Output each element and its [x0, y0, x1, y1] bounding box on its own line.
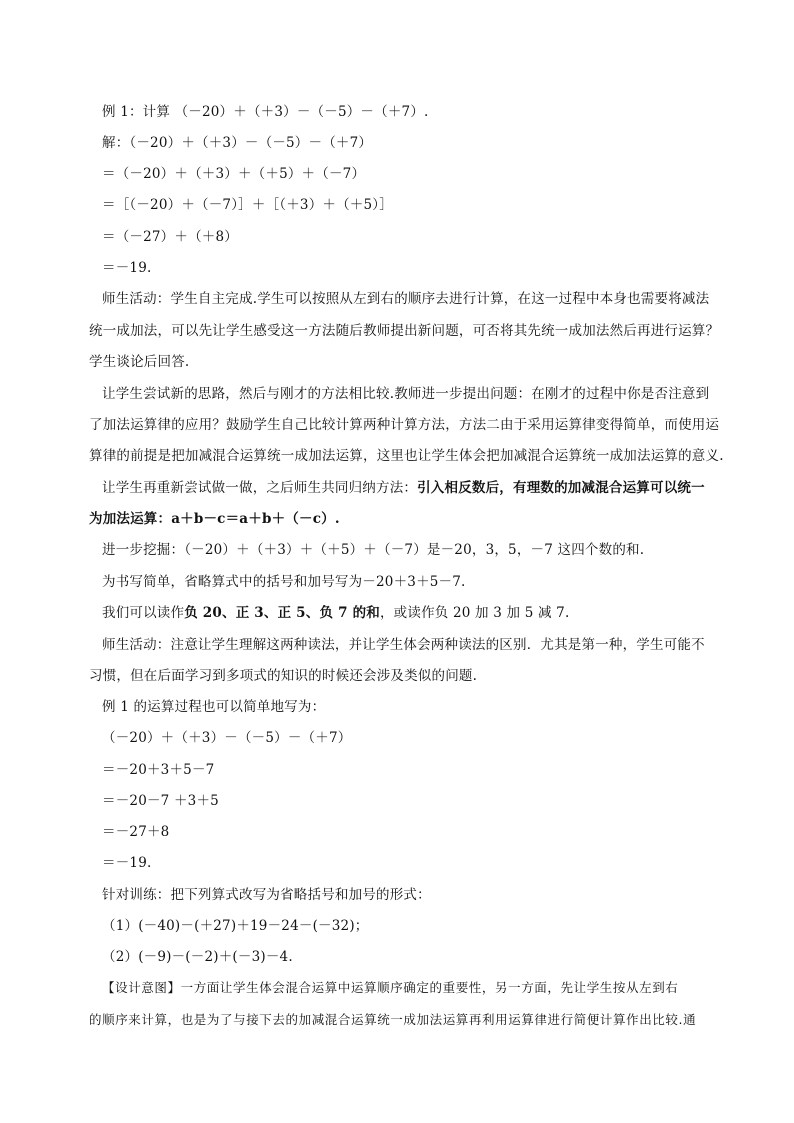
- paragraph-text: 让学生再重新尝试做一做，之后师生共同归纳方法：: [102, 480, 418, 496]
- calc-step: ＝－19.: [102, 855, 152, 871]
- paragraph-line: 为书写简单，省略算式中的括号和加号写为－20＋3＋5－7.: [102, 574, 466, 590]
- paragraph-line: 学生谈论后回答.: [89, 354, 190, 370]
- design-intent-line: 的顺序来计算，也是为了与接下去的加减混合运算统一成加法运算再利用运算律进行简便计算作出比较.通: [89, 1012, 697, 1027]
- solution-step-5: ＝－19.: [102, 260, 152, 276]
- paragraph-line: 算律的前提是把加减混合运算统一成加法运算，这里也让学生体会把加减混合运算统一成加法运算的意义.: [89, 448, 724, 464]
- paragraph-line: [102, 603, 569, 623]
- practice-heading: 针对训练：把下列算式改写为省略括号和加号的形式：: [102, 887, 431, 903]
- paragraph-line: [102, 478, 705, 498]
- calc-step: ＝－20－7 ＋3＋5: [102, 793, 219, 809]
- paragraph-line: 进一步挖掘：（－20）＋（＋3）＋（＋5）＋（－7）是－20，3，5，－7 这四个数的和.: [102, 542, 645, 558]
- paragraph-text: 我们可以读作: [102, 605, 185, 621]
- reading-bold: 负 20、正 3、正 5、负 7 的和: [184, 605, 380, 621]
- paragraph-line: 师生活动：注意让学生理解这两种读法，并让学生体会两种读法的区别．尤其是第一种，学生可能不: [102, 637, 705, 653]
- calc-step: （－20）＋（＋3）－（－5）－（＋7）: [102, 730, 352, 746]
- paragraph-line: 了加法运算律的应用？鼓励学生自己比较计算两种计算方法，方法二由于采用运算律变得简单，而使用运: [89, 417, 720, 433]
- design-intent-line: 【设计意图】一方面让学生体会混合运算中运算顺序确定的重要性，另一方面，先让学生按从左到右: [102, 980, 679, 995]
- paragraph-line: 让学生尝试新的思路，然后与刚才的方法相比较.教师进一步提出问题：在刚才的过程中你是否注意到: [102, 386, 710, 402]
- example-1-problem: 例 1：计算 （－20）＋（＋3）－（－5）－（＋7）.: [102, 104, 429, 120]
- conclusion-formula: 为加法运算：a＋b－c＝a＋b＋（－c）.: [89, 511, 340, 527]
- calc-step: ＝－20＋3＋5－7: [102, 762, 215, 778]
- solution-step-3: ＝［（－20）＋（－7）］＋［（＋3）＋（＋5）］: [102, 197, 393, 213]
- solution-step-4: ＝（－27）＋（＋8）: [102, 229, 238, 245]
- solution-step-1: 解：（－20）＋（＋3）－（－5）－（＋7）: [102, 135, 373, 151]
- calc-step: ＝－27＋8: [102, 824, 170, 840]
- practice-item-1: （1）(－40)－(＋27)＋19－24－(－32)；: [102, 918, 369, 934]
- conclusion-text: 引入相反数后，有理数的加减混合运算可以统一: [417, 480, 705, 496]
- solution-step-2: ＝（－20）＋（＋3）＋（＋5）＋（－7）: [102, 166, 366, 182]
- paragraph-line: 师生活动：学生自主完成.学生可以按照从左到右的顺序去进行计算，在这一过程中本身也需要将减法: [102, 291, 710, 307]
- paragraph-line: 统一成加法，可以先让学生感受这一方法随后教师提出新问题，可否将其先统一成加法然后再进行运算？: [89, 323, 720, 339]
- paragraph-line: 习惯，但在后面学习到多项式的知识的时候还会涉及类似的问题.: [89, 668, 478, 684]
- paragraph-text: ，或读作负 20 加 3 加 5 减 7.: [379, 605, 570, 621]
- practice-item-2: （2）(－9)－(－2)＋(－3)－4.: [102, 949, 293, 965]
- paragraph-line: 例 1 的运算过程也可以简单地写为：: [102, 699, 326, 715]
